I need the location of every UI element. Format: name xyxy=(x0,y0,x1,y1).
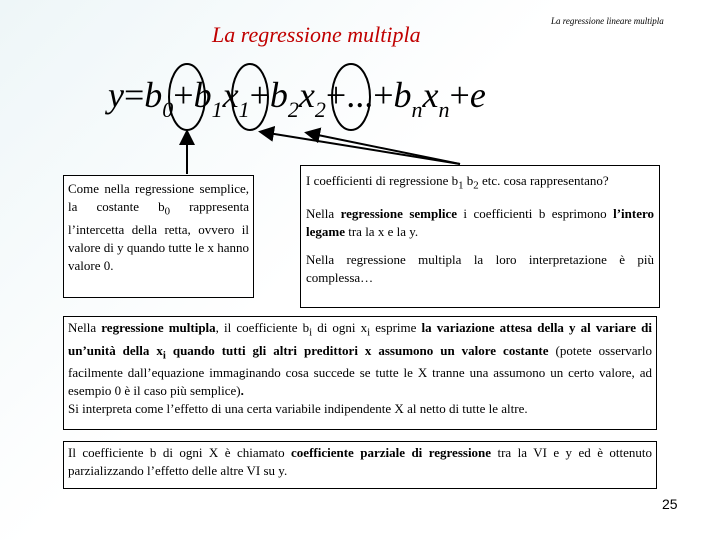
partial-text-a: Il coefficiente b di ogni X è chiamato xyxy=(68,445,292,460)
arrow-to-b2 xyxy=(308,133,460,164)
formula-x1-sub: 1 xyxy=(238,97,250,122)
simple-text-d: l’intero legame xyxy=(306,205,654,239)
explanation-f: la variazione attesa della y al variare di un’unità della x xyxy=(68,320,652,358)
formula-x1: x xyxy=(222,75,239,115)
question-sub-2: 2 xyxy=(473,179,479,192)
explanation-d-sub: i xyxy=(367,326,371,339)
highlight-ellipse-b1 xyxy=(232,64,268,130)
formula-x2: x xyxy=(298,75,315,115)
formula-b1-sub: 1 xyxy=(211,97,223,122)
formula-dots: ... xyxy=(346,75,374,115)
formula-xn-sub: n xyxy=(438,97,450,122)
highlight-ellipse-b0 xyxy=(169,64,205,130)
formula-xn: x xyxy=(422,75,439,115)
intercept-text-b: rappresenta l’intercetta della retta, ovvero il valore di y quando tutte le x hanno valore 0. xyxy=(68,199,249,273)
arrow-to-b1 xyxy=(262,132,460,164)
coefficients-question-box xyxy=(300,165,660,308)
question-text xyxy=(306,172,654,195)
partial-text-b: coefficiente parziale di regressione xyxy=(291,445,492,460)
multiple-regression-text: Nella regressione multipla la loro interpretazione è più complessa… xyxy=(306,251,654,285)
formula-e: e xyxy=(469,75,486,115)
question-text-c: etc. cosa rappresentano? xyxy=(478,173,609,188)
formula-bn: b xyxy=(393,75,412,115)
partial-text-c: tra la VI e y ed è ottenuto parzializzando l’effetto delle altre VI su y. xyxy=(68,445,652,478)
explanation-d: di ogni x xyxy=(312,320,368,335)
intercept-note-text xyxy=(68,180,249,275)
page-number: 25 xyxy=(662,496,678,512)
explanation-a: Nella xyxy=(68,320,102,335)
formula-plus: + xyxy=(449,75,470,115)
question-sub-1: 1 xyxy=(458,179,464,192)
formula-plus: + xyxy=(373,75,394,115)
explanation-c-sub: i xyxy=(309,326,313,339)
intercept-text-sub: 0 xyxy=(164,205,171,218)
partial-coefficient-box xyxy=(63,441,657,489)
formula-b1: b xyxy=(193,75,212,115)
formula-x2-sub: 2 xyxy=(314,97,326,122)
formula-b0: b xyxy=(144,75,163,115)
formula-plus: + xyxy=(249,75,270,115)
intercept-text-a: Come nella regressione semplice, la costante b xyxy=(68,181,249,214)
explanation-b: regressione multipla xyxy=(101,320,216,335)
formula-b0-sub: 0 xyxy=(162,97,174,122)
explanation-i: . xyxy=(240,383,244,399)
partial-coefficient-text xyxy=(68,444,652,480)
simple-text-c: i coefficienti b esprimono xyxy=(457,205,614,221)
explanation-g: quando tutti gli altri predittori x assumono un valore costante xyxy=(165,342,549,358)
question-text-a: I coefficienti di regressione b xyxy=(306,173,459,188)
simple-regression-text xyxy=(306,205,654,241)
interpretation-paragraph: Si interpreta come l’effetto di una certa variabile indipendente X al netto di tutte le altre. xyxy=(68,401,528,417)
formula-b2-sub: 2 xyxy=(287,97,299,122)
explanation-f-sub: i xyxy=(162,349,166,362)
formula-equals: = xyxy=(123,75,145,115)
simple-text-e: tra la x e la y. xyxy=(344,223,419,239)
explanation-paragraph xyxy=(68,319,652,400)
explanation-e: esprime xyxy=(370,320,422,335)
formula-bn-sub: n xyxy=(411,97,423,122)
intercept-note-box xyxy=(63,175,254,298)
simple-text-a: Nella xyxy=(306,205,341,221)
slide-title: La regressione multipla xyxy=(212,22,421,47)
formula-plus: + xyxy=(173,75,194,115)
multiple-regression-explanation-box xyxy=(63,316,657,430)
header-note: La regressione lineare multipla xyxy=(551,16,664,26)
explanation-c: , il coefficiente b xyxy=(215,320,310,335)
formula-b2: b xyxy=(269,75,288,115)
formula-y: y xyxy=(108,75,124,115)
simple-text-b: regressione semplice xyxy=(340,205,457,221)
highlight-ellipse-b2 xyxy=(332,64,370,130)
question-text-b: b xyxy=(463,173,474,188)
explanation-h: (potete osservarlo facilmente dall’equazione immaginando cosa succede se tutte le X tranne una assumono un certo valore, ad esempio 0 è il caso più semplice) xyxy=(68,342,653,399)
formula-plus: + xyxy=(325,75,347,115)
